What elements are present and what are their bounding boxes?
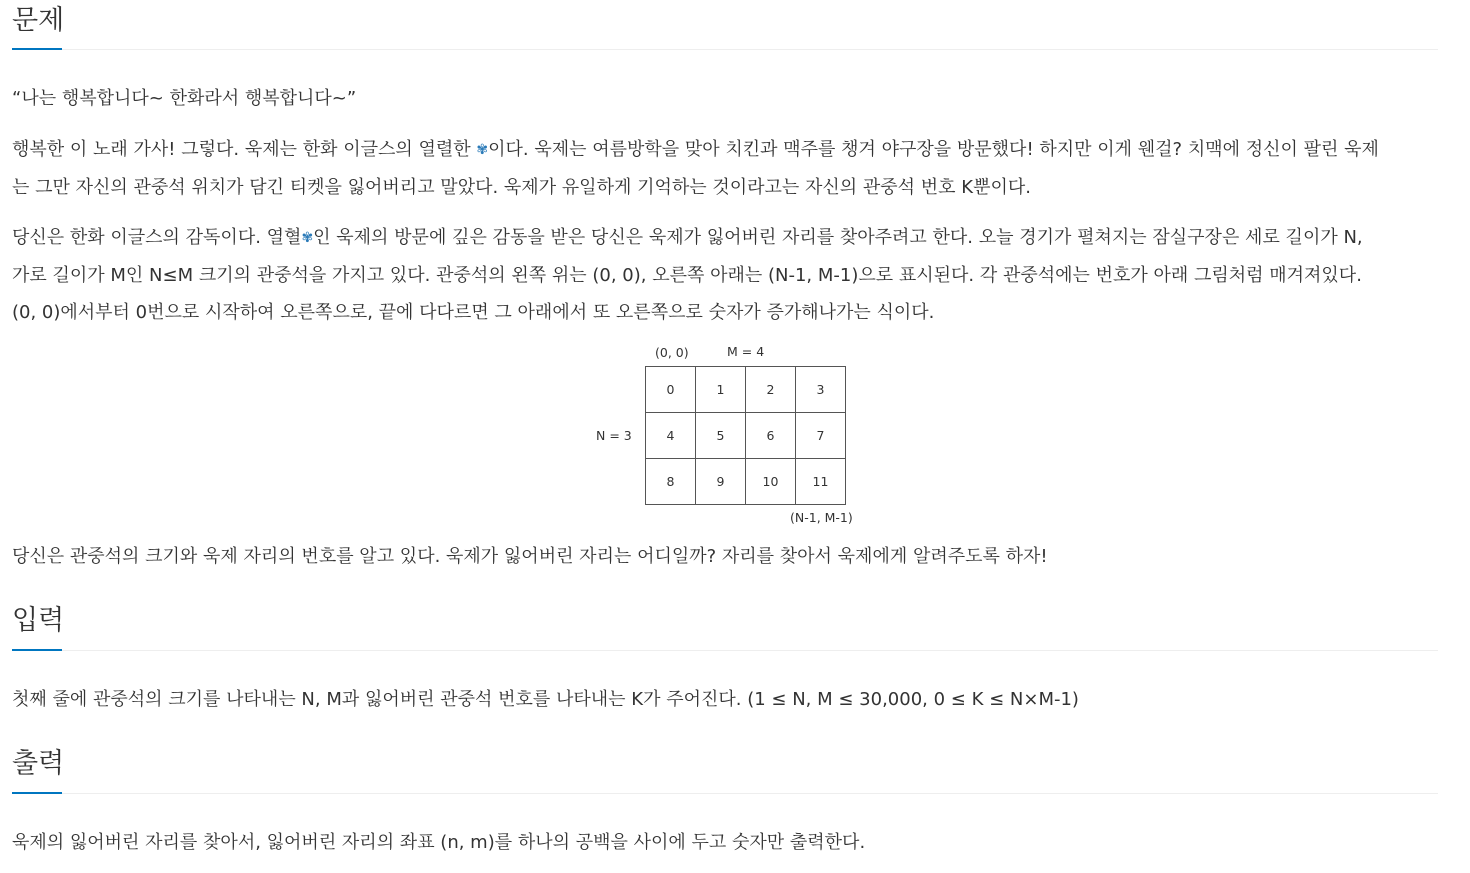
seat-figure: [590, 340, 860, 530]
p3-text-b: 인 욱제의 방문에 깊은 감동을 받은 당신은 욱제가 잃어버린 자리를 찾아주려고 한다. 오늘 경기가 펼쳐지는 잠실구장은 세로 길이가 N,: [313, 227, 1363, 248]
seat-cell: 4: [646, 413, 696, 459]
problem-paragraph-4: 당신은 관중석의 크기와 욱제 자리의 번호를 알고 있다. 욱제가 잃어버린 자리는 어디일까? 자리를 찾아서 욱제에게 알려주도록 하자!: [12, 546, 1048, 567]
seat-cell: 1: [696, 367, 746, 413]
problem-heading-underline: [12, 48, 62, 50]
fan-icon: ✾: [301, 229, 314, 246]
problem-paragraph-2: [12, 131, 1438, 206]
n-label: N = 3: [596, 428, 632, 443]
origin-label: (0, 0): [655, 345, 689, 360]
output-divider: [12, 793, 1438, 794]
seat-cell: 2: [746, 367, 796, 413]
seat-cell: 9: [696, 459, 746, 505]
output-heading: 출력: [12, 748, 65, 779]
seat-grid: [645, 366, 846, 505]
input-divider: [12, 650, 1438, 651]
p2-text-a: 행복한 이 노래 가사! 그렇다. 욱제는 한화 이글스의 열렬한: [12, 139, 477, 160]
seat-row: [646, 459, 846, 505]
end-label: (N-1, M-1): [790, 510, 853, 525]
p2-text-c: 는 그만 자신의 관중석 위치가 담긴 티켓을 잃어버리고 말았다. 욱제가 유일하게 기억하는 것이라고는 자신의 관중석 번호 K뿐이다.: [12, 176, 1031, 198]
output-text: 욱제의 잃어버린 자리를 찾아서, 잃어버린 자리의 좌표 (n, m)를 하나의 공백을 사이에 두고 숫자만 출력한다.: [12, 832, 866, 853]
problem-divider: [12, 49, 1438, 50]
seat-cell: 6: [746, 413, 796, 459]
output-heading-underline: [12, 792, 62, 794]
seat-cell: 3: [796, 367, 846, 413]
problem-paragraph-3: [12, 219, 1438, 331]
seat-row: [646, 413, 846, 459]
seat-cell: 5: [696, 413, 746, 459]
fan-icon: ✾: [476, 141, 489, 158]
input-heading-underline: [12, 649, 62, 651]
input-text: 첫째 줄에 관중석의 크기를 나타내는 N, M과 잃어버린 관중석 번호를 나타내는 K가 주어진다. (1 ≤ N, M ≤ 30,000, 0 ≤ K ≤ N×M-1): [12, 689, 1079, 710]
p3-text-a: 당신은 한화 이글스의 감독이다. 열혈: [12, 227, 302, 248]
p3-text-d: (0, 0)에서부터 0번으로 시작하여 오른쪽으로, 끝에 다다르면 그 아래에서 또 오른쪽으로 숫자가 증가해나가는 식이다.: [12, 301, 935, 323]
seat-cell: 10: [746, 459, 796, 505]
problem-heading: 문제: [12, 5, 65, 36]
problem-quote: “나는 행복합니다~ 한화라서 행복합니다~”: [12, 88, 357, 109]
p2-text-b: 이다. 욱제는 여름방학을 맞아 치킨과 맥주를 챙겨 야구장을 방문했다! 하지만 이게 웬걸? 치맥에 정신이 팔린 욱제: [488, 139, 1379, 160]
m-label: M = 4: [727, 344, 765, 359]
seat-cell: 7: [796, 413, 846, 459]
p3-text-c: 가로 길이가 M인 N≤M 크기의 관중석을 가지고 있다. 관중석의 왼쪽 위는 (0, 0), 오른쪽 아래는 (N-1, M-1)으로 표시된다. 각 관중석에는 번호가 아래 그림처럼 매겨져있다.: [12, 264, 1362, 286]
seat-cell: 0: [646, 367, 696, 413]
seat-row: [646, 367, 846, 413]
seat-cell: 8: [646, 459, 696, 505]
input-heading: 입력: [12, 605, 65, 636]
seat-cell: 11: [796, 459, 846, 505]
